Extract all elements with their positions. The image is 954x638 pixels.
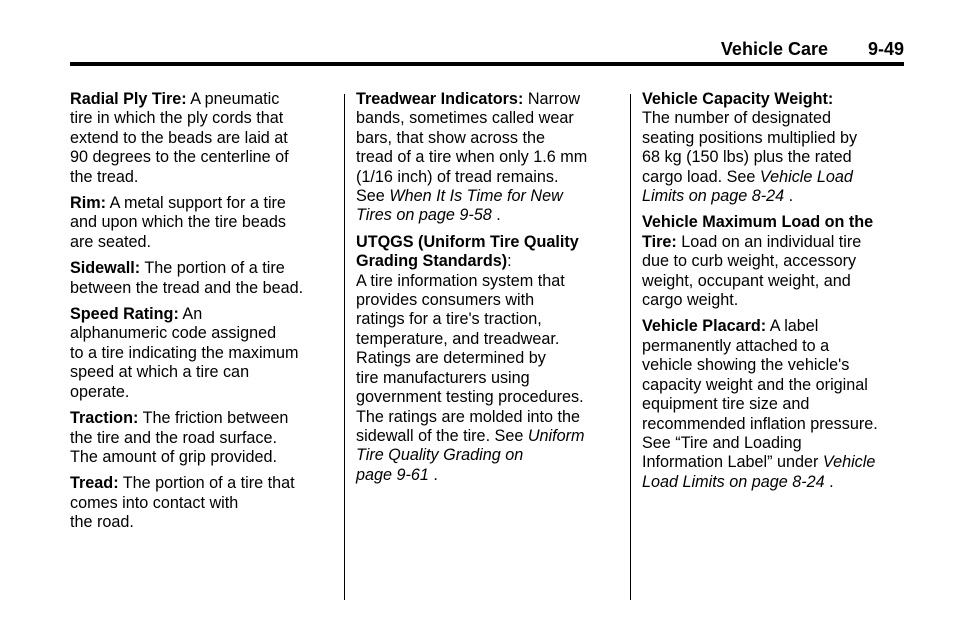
term: Sidewall: [70,259,141,278]
entry-speed-rating: Speed Rating: An alphanumeric code assigned to a tire indicating the maximum speed at which a tire can operate. [70,305,299,401]
term: Vehicle Capacity Weight [642,90,828,108]
cross-reference-link[interactable]: page 9-61 [356,465,429,484]
term: Traction: [70,409,139,428]
entry-sidewall: Sidewall: The portion of a tire between the tread and the bead. [70,259,304,297]
entry-vehicle-maximum-load: Vehicle Maximum Load on the Tire: Load on an individual tire due to curb weight, accessory weight, occupant weight, and cargo weight. [642,213,912,310]
cross-reference-link[interactable]: Load Limits on page 8-24 [642,472,825,491]
entry-vehicle-capacity-weight: Vehicle Capacity Weight: The number of designated seating positions multiplied by 68 kg (150 lbs) plus the rated cargo load. See Vehicle Load Limits on page 8-24 . [642,90,858,206]
column-2 [356,90,624,492]
column-divider-2 [630,94,631,600]
term: Tread: [70,474,119,493]
column-1 [70,90,338,540]
cross-reference-link[interactable]: Limits on page 8-24 [642,187,785,206]
entry-radial-ply-tire: Radial Ply Tire: A pneumatic tire in which the ply cords that extend to the beads are laid at 90 degrees to the centerline of the tread. [70,90,289,186]
entry-rim: Rim: A metal support for a tire and upon which the tire beads are seated. [70,194,286,251]
term: Vehicle Placard: [642,317,767,336]
cross-reference-link[interactable]: Tire Quality Grading on [356,446,524,465]
term: Radial Ply Tire: [70,90,187,108]
page-number: 9-49 [867,39,904,59]
entry-utqgs: UTQGS (Uniform Tire Quality Grading Standards): A tire information system that provides consumers with ratings for a tire's traction, temperature, and treadwear. Ratings are determined by tire manufacturers using government testing procedures. The ratings are molded into the sidewall of the tire. See Uniform Tire Quality Grading on page 9-61 . [356,233,624,485]
column-3 [642,90,912,499]
term: Vehicle Maximum Load on the [642,213,874,232]
cross-reference-link[interactable]: Vehicle [822,453,876,472]
section-title: Vehicle Care [720,39,828,59]
cross-reference-link[interactable]: Tires on page 9-58 [356,206,492,225]
entry-treadwear-indicators: Treadwear Indicators: Narrow bands, sometimes called wear bars, that show across the tread of a tire when only 1.6 mm (1/16 inch) of tread remains. See When It Is Time for New Tires on page 9-58 . [356,90,588,225]
entry-tread: Tread: The portion of a tire that comes into contact with the road. [70,474,295,532]
column-divider-1 [344,94,345,600]
header-rule [70,62,904,66]
term: Treadwear Indicators: [356,90,524,108]
term: Speed Rating: [70,305,179,324]
cross-reference-link[interactable]: Uniform [527,426,585,445]
cross-reference-link[interactable]: Vehicle Load [759,167,853,186]
term: UTQGS (Uniform Tire Quality [356,232,579,251]
page-header [70,38,904,60]
term: Rim: [70,194,106,213]
entry-vehicle-placard: Vehicle Placard: A label permanently attached to a vehicle showing the vehicle's capacity weight and the original equipment tire size and recommended inflation pressure. See “Tire and Loading Information Label” under Vehicle Load Limits on page 8-24 . [642,317,878,491]
cross-reference-link[interactable]: When It Is Time for New [389,187,563,206]
entry-traction: Traction: The friction between the tire and the road surface. The amount of grip provided. [70,409,289,466]
